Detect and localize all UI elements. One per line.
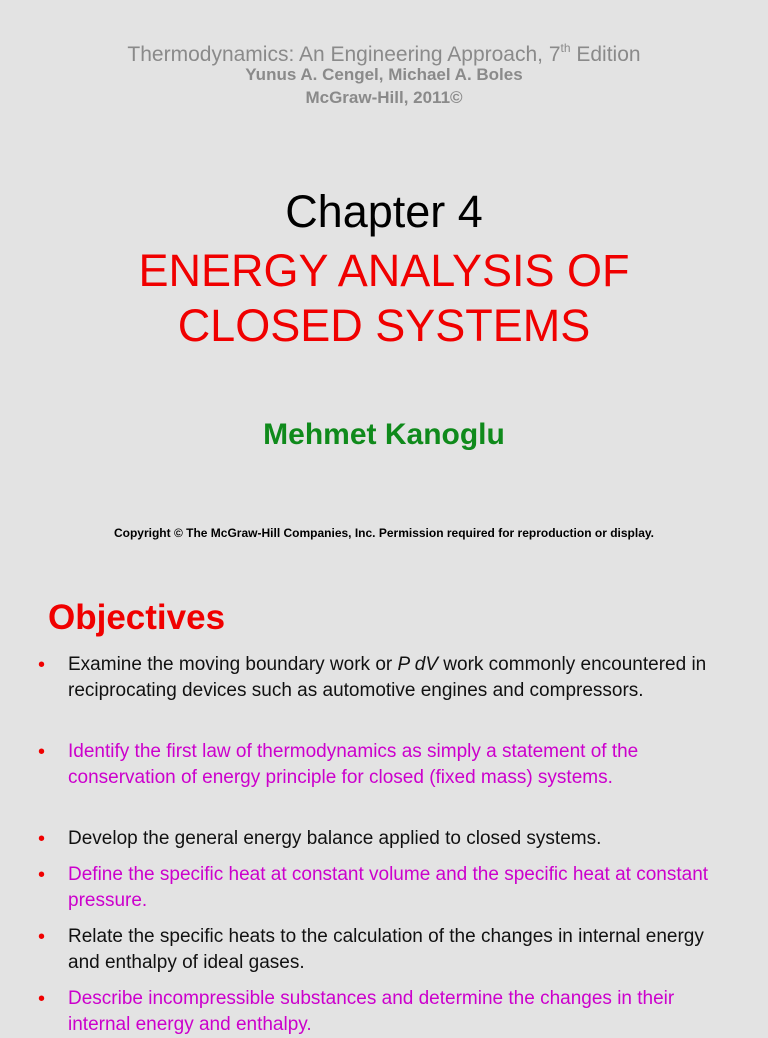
objectives-heading: Objectives: [48, 598, 226, 637]
objective-text-part: Examine the moving boundary work or: [68, 654, 398, 675]
objective-text: Describe incompressible substances and determine the changes in their internal energy and enthalpy.: [68, 988, 675, 1035]
objectives-slide: [0, 575, 768, 1035]
objective-text: [68, 652, 718, 704]
copyright-notice: Copyright © The McGraw-Hill Companies, Inc. Permission required for reproduction or display.: [113, 526, 655, 540]
bullet-icon: •: [38, 864, 46, 886]
chapter-title: [0, 243, 768, 353]
book-title-main: Thermodynamics: An Engineering Approach, 7: [127, 43, 561, 66]
bullet-icon: •: [38, 926, 46, 948]
book-publisher: McGraw-Hill, 2011©: [305, 88, 463, 107]
objective-text: Develop the general energy balance applied to closed systems.: [68, 828, 602, 849]
slide-author: Mehmet Kanoglu: [263, 418, 505, 451]
objective-text-part: work commonly encountered in reciprocating devices such as automotive engines and compressors.: [68, 654, 707, 701]
bullet-icon: •: [38, 988, 46, 1010]
bullet-icon: •: [38, 741, 46, 763]
book-title-end: Edition: [570, 43, 641, 66]
pdv-italic: P dV: [397, 654, 438, 675]
chapter-title-line2: CLOSED SYSTEMS: [177, 300, 591, 351]
book-authors: Yunus A. Cengel, Michael A. Boles: [245, 65, 523, 84]
chapter-number: Chapter 4: [285, 186, 483, 237]
bullet-icon: •: [38, 654, 46, 676]
bullet-icon: •: [38, 828, 46, 850]
objective-text: Identify the first law of thermodynamics as simply a statement of the conservation of energy principle for closed (fixed mass) systems.: [68, 741, 639, 788]
objective-text: Relate the specific heats to the calculation of the changes in internal energy and enthalpy of ideal gases.: [68, 926, 704, 973]
chapter-title-line1: ENERGY ANALYSIS OF: [138, 245, 630, 296]
objective-text: Define the specific heat at constant volume and the specific heat at constant pressure.: [68, 864, 709, 911]
book-title-sup: th: [560, 41, 571, 55]
